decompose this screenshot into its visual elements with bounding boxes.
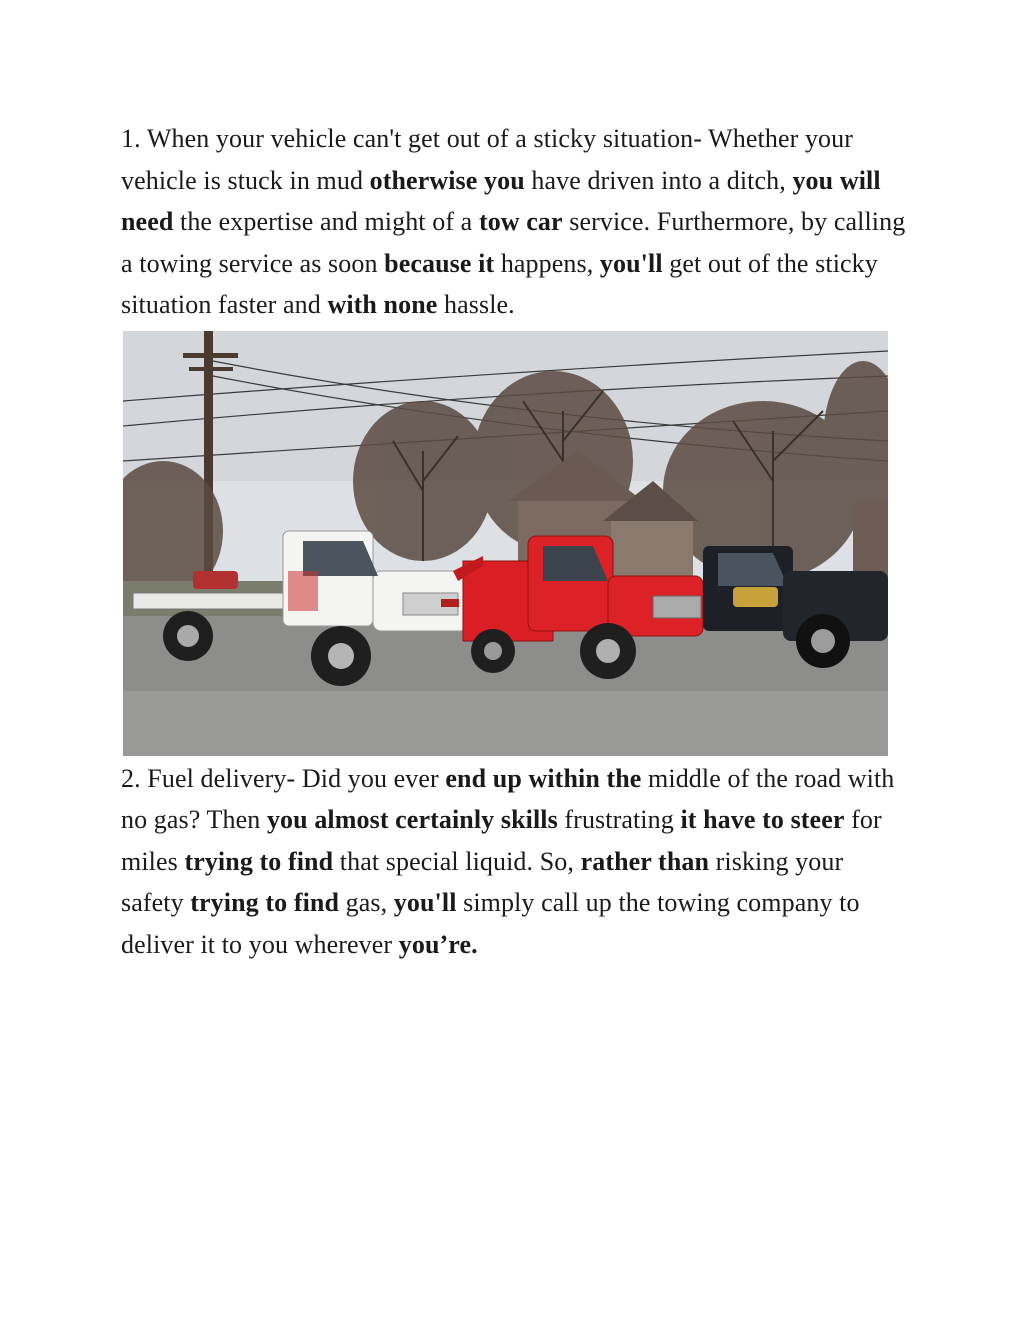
tow-trucks-photo (123, 331, 888, 756)
bold-text-run: otherwise you (369, 165, 525, 195)
text-run: gas, (339, 888, 394, 917)
text-run: for miles (121, 805, 882, 876)
text-run: the expertise and might of a (173, 207, 479, 236)
bold-text-run: you will need (121, 165, 881, 236)
bold-text-run: you'll (599, 248, 663, 278)
text-run: service. Furthermore, by calling a towing service as soon (121, 207, 906, 278)
bold-text-run: trying to find (190, 888, 340, 917)
text-run: 1. When your vehicle can't get out of a sticky situation- Whether your vehicle is stuck in mud (121, 124, 854, 195)
text-run: hassle. (437, 290, 515, 319)
bold-text-run: because it (384, 248, 495, 278)
text-run: have driven into a ditch, (524, 165, 793, 195)
bold-text-run: you'll (393, 888, 457, 917)
paragraph-1 (121, 118, 911, 326)
text-run: 2. Fuel delivery- Did you ever (121, 763, 446, 793)
text-run: happens, (494, 248, 600, 278)
paragraph-2 (121, 758, 911, 966)
text-run: get out of the sticky situation faster and (121, 248, 878, 319)
bold-text-run: you almost certainly skills (266, 805, 558, 834)
bold-text-run: it have to steer (680, 805, 845, 834)
text-run: middle of the road with no gas? Then (121, 763, 895, 834)
bold-text-run: rather than (580, 846, 710, 876)
bold-text-run: end up within the (445, 763, 642, 793)
bold-text-run: with none (327, 290, 438, 319)
document-page (121, 118, 911, 965)
bold-text-run: tow car (478, 207, 563, 236)
text-run: risking your safety (121, 846, 844, 917)
text-run: simply call up the towing company to deliver it to you wherever (121, 888, 860, 959)
text-run: frustrating (557, 805, 681, 834)
text-run: that special liquid. So, (333, 846, 581, 876)
bold-text-run: you’re. (398, 929, 478, 959)
bold-text-run: trying to find (184, 846, 334, 876)
